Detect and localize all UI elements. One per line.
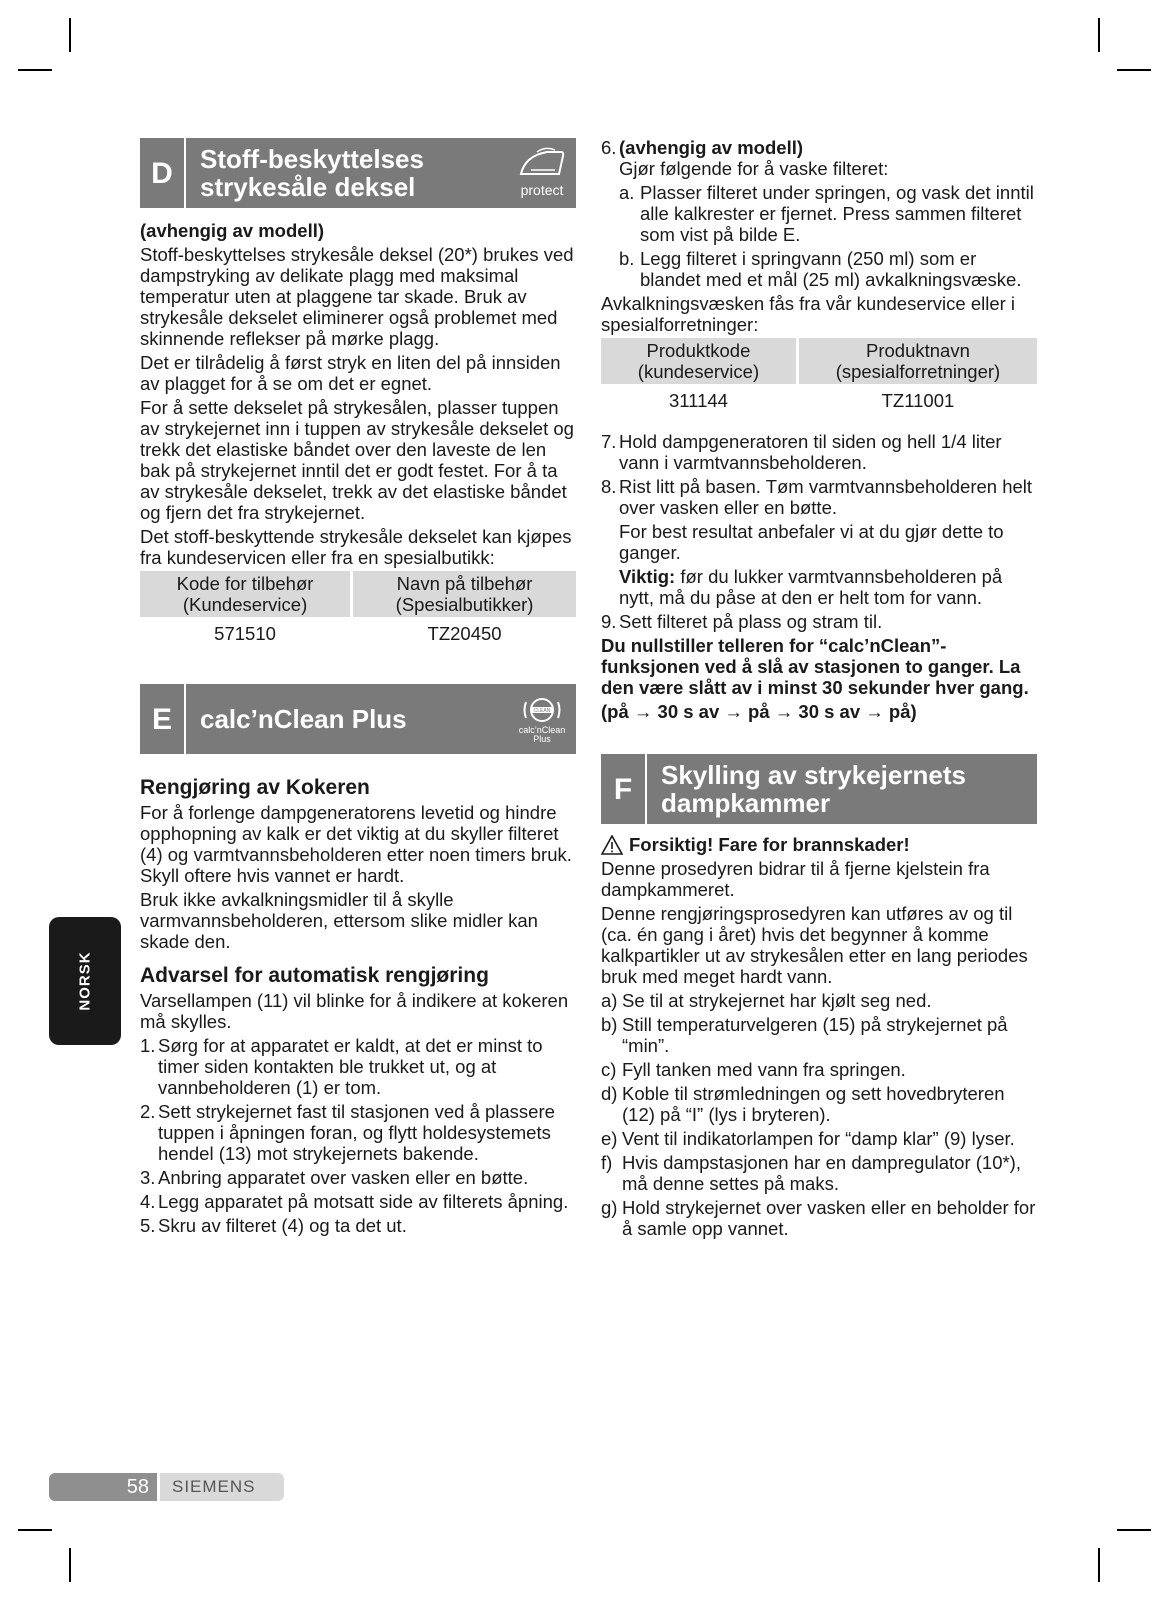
step-number: 3. — [140, 1167, 156, 1188]
table-cell: TZ20450 — [427, 623, 502, 644]
section-e-title: calc’nClean Plus — [200, 704, 407, 734]
section-d-paragraph: Det stoff-beskyttende strykesåle dekselet kan kjøpes fra kundeservicen eller fra en spesialbutikk: — [140, 526, 572, 568]
section-f-letter: F — [601, 754, 647, 824]
right-column — [601, 137, 1037, 1242]
step-text: Hvis dampstasjonen har en dampregulator (10*), må denne settes på maks. — [622, 1152, 1021, 1194]
descale-note: Avkalkningsvæsken fås fra vår kundeservice eller i spesialforretninger: — [601, 293, 1016, 335]
section-d-title-line2: strykesåle deksel — [200, 172, 416, 202]
step-letter: d) — [601, 1083, 618, 1104]
section-d-title — [186, 138, 508, 208]
crop-mark — [18, 69, 52, 71]
step-6-title: (avhengig av modell) — [619, 137, 804, 158]
paragraph: Varsellampen (11) vil blinke for å indikere at kokeren må skylles. — [140, 990, 569, 1032]
section-f-header — [601, 754, 1037, 824]
table-header: Kode for tilbehør (Kundeservice) — [140, 571, 350, 617]
clean-badge-text: CLEAN — [533, 708, 551, 714]
list-item — [601, 1197, 1037, 1239]
section-d-letter: D — [140, 138, 186, 208]
crop-mark — [1098, 18, 1100, 52]
step-6 — [601, 137, 1037, 158]
section-e-header — [140, 684, 576, 754]
section-e-letter: E — [140, 684, 186, 754]
step-number: 5. — [140, 1215, 156, 1236]
table-cell: 571510 — [214, 623, 276, 644]
clean-badge-icon — [517, 694, 567, 726]
protect-caption: protect — [520, 181, 564, 198]
calcnclean-caption: calc’nClean — [518, 725, 566, 735]
section-f-title-line2: dampkammer — [661, 788, 831, 818]
warning — [601, 834, 1037, 855]
protect-icon — [508, 138, 576, 208]
step-number: 4. — [140, 1191, 156, 1212]
step-text: Sett filteret på plass og stram til. — [619, 611, 883, 632]
crop-mark — [69, 1548, 71, 1582]
section-d-header — [140, 138, 576, 208]
step-text: Koble til strømledningen og sett hovedbryteren (12) på “I” (lys i bryteren). — [622, 1083, 1005, 1125]
table-header: Produktkode (kundeservice) — [601, 338, 796, 384]
step-text: Rist litt på basen. Tøm varmtvannsbeholderen helt over vasken eller en bøtte. — [619, 476, 1033, 518]
list-item — [601, 990, 1037, 1011]
step-text: Anbring apparatet over vasken eller en bøtte. — [158, 1167, 529, 1188]
list-item — [601, 431, 1037, 473]
step-text: Hold dampgeneratoren til siden og hell 1/4 liter vann i varmtvannsbeholderen. — [619, 431, 1002, 473]
step-text: Vent til indikatorlampen for “damp klar” (9) lyser. — [622, 1128, 1015, 1149]
warning-icon — [601, 835, 623, 855]
paragraph: Denne rengjøringsprosedyren kan utføres av og til (ca. én gang i året) hvis det begynner å komme kalkpartikler ut av strykesålen etter en lang periodes bruk med meget hardt vann. — [601, 903, 1028, 987]
sub-step-text: Plasser filteret under springen, og vask det inntil alle kalkrester er fjernet. Press sammen filteret som vist på bilde E. — [640, 182, 1034, 245]
step-text: Sørg for at apparatet er kaldt, at det er minst to timer siden kontakten ble trukket ut, og at vannbeholderen (1) er tom. — [158, 1035, 543, 1098]
list-item — [140, 1167, 576, 1188]
step-text: Se til at strykejernet har kjølt seg ned. — [622, 990, 932, 1011]
language-label: NORSK — [76, 951, 94, 1011]
subheading: Rengjøring av Kokeren — [140, 776, 370, 799]
language-tab — [49, 917, 121, 1045]
steps-list — [601, 611, 1037, 632]
list-item — [140, 1215, 576, 1236]
list-item — [140, 1191, 576, 1212]
step-letter: c) — [601, 1059, 617, 1080]
step-8-extra: For best resultat anbefaler vi at du gjør dette to ganger. — [619, 521, 1004, 563]
steps-list — [601, 990, 1037, 1239]
sub-step-letter: a. — [619, 182, 635, 203]
list-item — [601, 1014, 1037, 1056]
step-letter: a) — [601, 990, 618, 1011]
brand-label: SIEMENS — [160, 1473, 284, 1501]
calcnclean-caption-plus: Plus — [533, 734, 551, 744]
step-text: Skru av filteret (4) og ta det ut. — [158, 1215, 407, 1236]
list-item — [619, 182, 1037, 245]
step-text: Still temperaturvelgeren (15) på strykejernet på “min”. — [622, 1014, 1008, 1056]
paragraph: Denne prosedyren bidrar til å fjerne kjelstein fra dampkammeret. — [601, 858, 990, 900]
crop-mark — [69, 18, 71, 52]
step-number: 1. — [140, 1035, 156, 1056]
accessory-table — [137, 571, 579, 650]
list-item — [140, 1035, 576, 1098]
table-header: Navn på tilbehør (Spesialbutikker) — [353, 571, 576, 617]
step-6-sublist — [601, 182, 1037, 290]
table-cell: 311144 — [668, 390, 728, 411]
section-d-paragraph: Stoff-beskyttelses strykesåle deksel (20*) brukes ved dampstryking av delikate plagg med maksimal temperatur uten at plaggene tar skade. Bruk av strykesåle dekselet eliminerer også problemet med skinnende reflekser på mørke plagg. — [140, 244, 574, 349]
reset-note: Du nullstiller telleren for “calc’nClean”-funksjonen ved å slå av stasjonen to ganger. La den være slått av i minst 30 sekunder hver gang. — [601, 635, 1029, 698]
step-8-important — [601, 566, 1037, 608]
step-letter: e) — [601, 1128, 618, 1149]
list-item — [601, 611, 1037, 632]
table-header: Produktnavn (spesialforretninger) — [799, 338, 1037, 384]
step-text: Sett strykejernet fast til stasjonen ved å plassere tuppen i åpningen foran, og flytt holdesystemets hendel (13) mot strykejernets bakende. — [158, 1101, 555, 1164]
list-item — [140, 1101, 576, 1164]
list-item — [601, 1152, 1037, 1194]
step-number: 8. — [601, 476, 617, 497]
section-d-paragraph: For å sette dekselet på strykesålen, plasser tuppen av strykejernet inn i tuppen av strykesåle dekselet og trekk det elastiske båndet over den laveste de len bak på strykejernet inntil det er godt festet. For å ta av strykesåle dekselet, trekk av det elastiske båndet og fjern det fra strykejernet. — [140, 397, 574, 523]
list-item — [601, 476, 1037, 518]
sub-step-letter: b. — [619, 248, 635, 269]
subheading: Advarsel for automatisk rengjøring — [140, 964, 489, 987]
crop-mark — [1117, 1529, 1151, 1531]
step-number: 2. — [140, 1101, 156, 1122]
crop-mark — [1098, 1548, 1100, 1582]
step-6-intro: Gjør følgende for å vaske filteret: — [619, 158, 889, 179]
table-cell: TZ11001 — [881, 390, 955, 411]
step-number: 7. — [601, 431, 617, 452]
paragraph: For å forlenge dampgeneratorens levetid og hindre opphopning av kalk er det viktig at du skyller filteret (4) og varmtvannsbeholderen etter noen timers bruk. Skyll oftere hvis vannet er hardt. — [140, 802, 572, 886]
section-d-title-line1: Stoff-beskyttelses — [200, 144, 424, 174]
step-text: Hold strykejernet over vasken eller en beholder for å samle opp vannet. — [622, 1197, 1036, 1239]
left-column — [140, 138, 576, 1239]
list-item — [619, 248, 1037, 290]
calcnclean-icon — [508, 684, 576, 754]
step-letter: g) — [601, 1197, 618, 1218]
iron-icon — [517, 146, 567, 180]
list-item — [601, 1128, 1037, 1149]
step-text: Legg apparatet på motsatt side av filterets åpning. — [158, 1191, 569, 1212]
section-f-title — [647, 754, 1037, 824]
warning-text: Forsiktig! Fare for brannskader! — [629, 834, 910, 855]
page-footer — [49, 1473, 284, 1501]
paragraph: Bruk ikke avkalkningsmidler til å skylle varmvannsbeholderen, ettersom slike midler kan skade den. — [140, 889, 538, 952]
crop-mark — [1117, 69, 1151, 71]
section-d-paragraph: Det er tilrådelig å først stryk en liten del på innsiden av plagget for å se om det er egnet. — [140, 352, 561, 394]
section-f-title-line1: Skylling av strykejernets — [661, 760, 966, 790]
sub-step-text: Legg filteret i springvann (250 ml) som er blandet med et mål (25 ml) avkalkningsvæske. — [640, 248, 1022, 290]
reset-sequence: (på → 30 s av → på → 30 s av → på) — [601, 701, 917, 722]
important-label: Viktig: — [619, 566, 676, 587]
descaler-table — [598, 338, 1040, 417]
step-letter: f) — [601, 1152, 613, 1173]
list-item — [601, 1059, 1037, 1080]
section-d-model-note: (avhengig av modell) — [140, 220, 325, 241]
crop-mark — [18, 1529, 52, 1531]
step-number: 6. — [601, 137, 617, 158]
steps-list — [601, 431, 1037, 518]
step-text: Fyll tanken med vann fra springen. — [622, 1059, 906, 1080]
step-letter: b) — [601, 1014, 618, 1035]
important-text: før du lukker varmtvannsbeholderen på nytt, må du påse at den er helt tom for vann. — [619, 566, 1003, 608]
list-item — [601, 1083, 1037, 1125]
page-number: 58 — [49, 1473, 157, 1501]
step-number: 9. — [601, 611, 617, 632]
steps-list — [140, 1035, 576, 1236]
